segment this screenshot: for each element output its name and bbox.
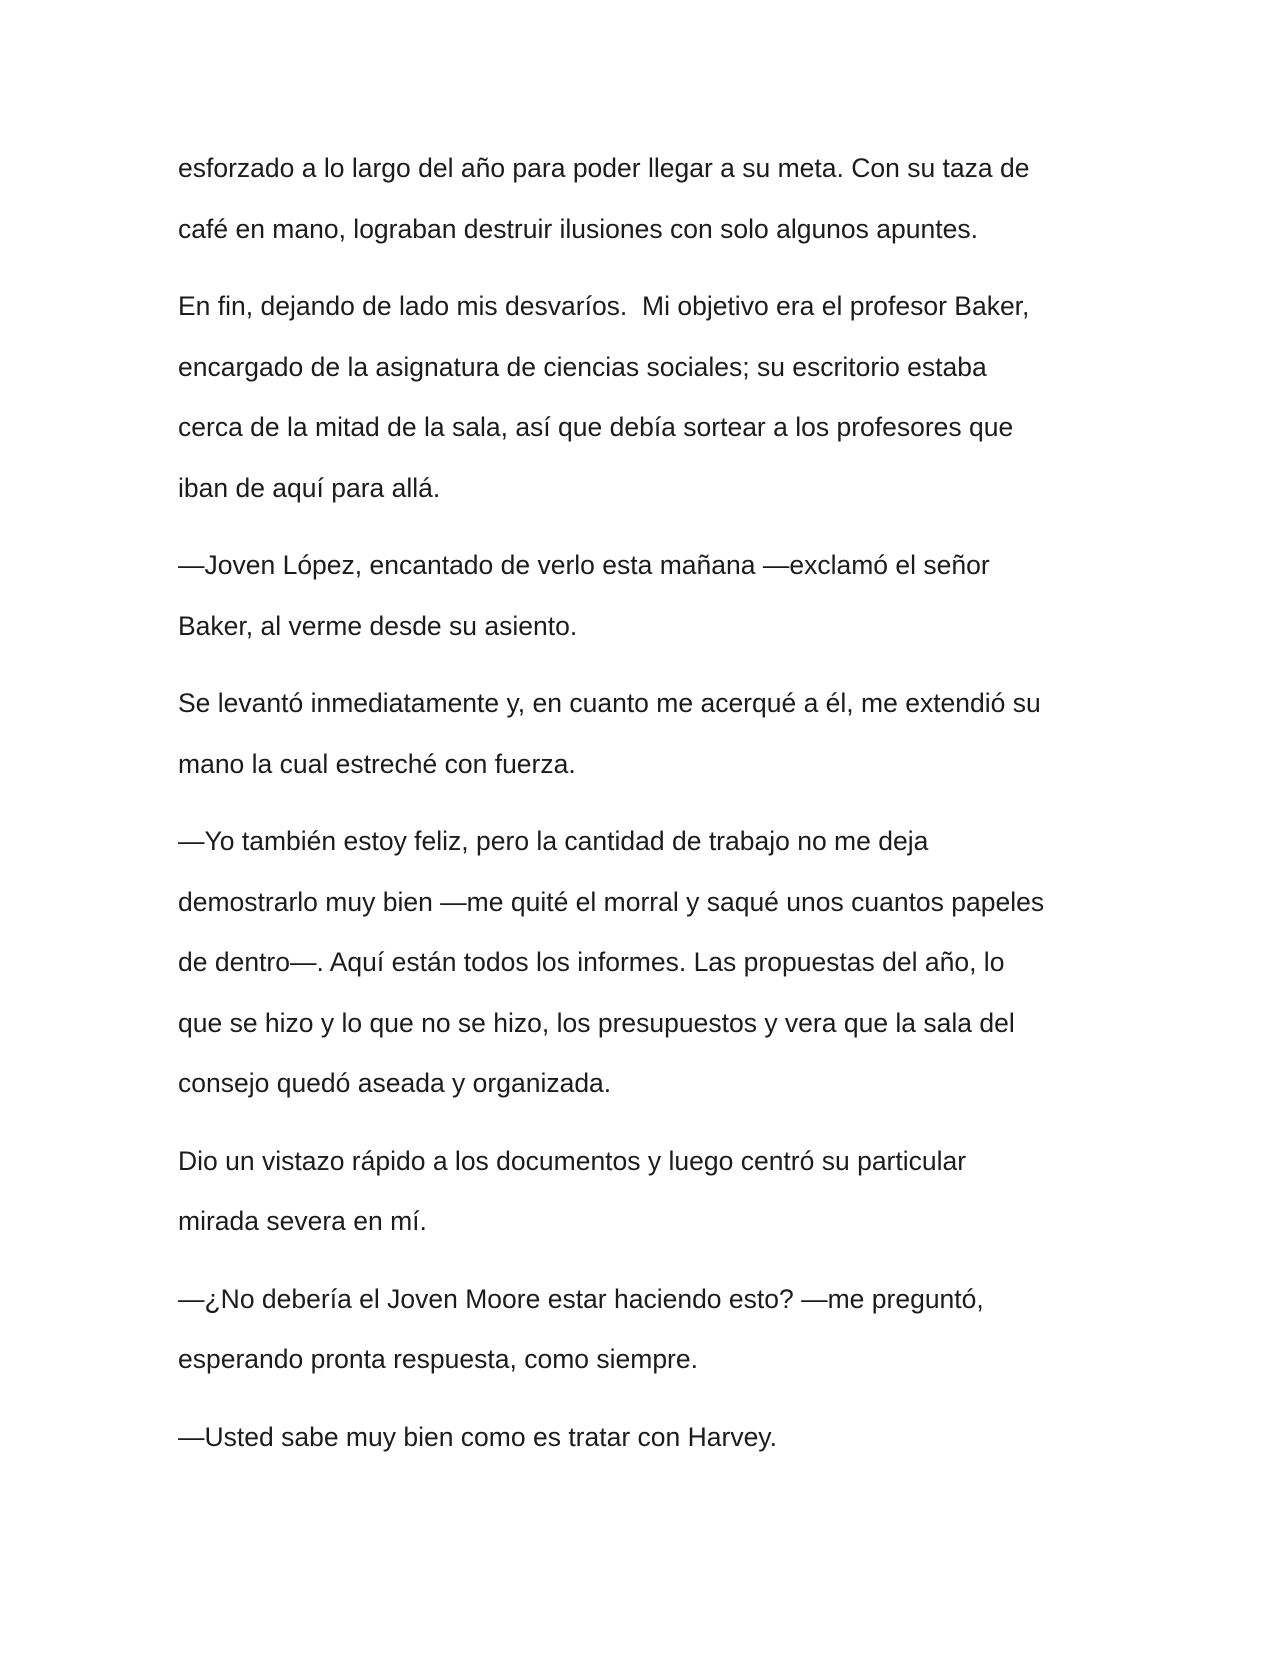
text-line: demostrarlo muy bien —me quité el morral y saqué unos cuantos papeles bbox=[178, 886, 1045, 917]
paragraph bbox=[178, 138, 1118, 259]
text-line: —Joven López, encantado de verlo esta mañana —exclamó el señor bbox=[178, 550, 990, 580]
text-line: Dio un vistazo rápido a los documentos y luego centró su particular bbox=[178, 1145, 967, 1176]
text-line: cerca de la mitad de la sala, así que debía sortear a los profesores que bbox=[178, 412, 1014, 442]
paragraph bbox=[178, 276, 1118, 518]
text-line: café en mano, lograban destruir ilusiones con solo algunos apuntes. bbox=[178, 213, 978, 244]
text-line: Se levantó inmediatamente y, en cuanto me acerqué a él, me extendió su bbox=[178, 688, 1041, 718]
paragraph bbox=[178, 811, 1118, 1114]
text-line: Baker, al verme desde su asiento. bbox=[178, 610, 578, 641]
text-line: mano la cual estreché con fuerza. bbox=[178, 748, 576, 779]
text-line: esperando pronta respuesta, como siempre. bbox=[178, 1344, 698, 1374]
paragraph bbox=[178, 535, 1118, 656]
paragraph bbox=[178, 673, 1118, 794]
text-line: encargado de la asignatura de ciencias sociales; su escritorio estaba bbox=[178, 351, 987, 382]
text-line: consejo quedó aseada y organizada. bbox=[178, 1068, 612, 1098]
text-line: —¿No debería el Joven Moore estar haciendo esto? —me preguntó, bbox=[178, 1283, 984, 1314]
text-line: —Usted sabe muy bien como es tratar con Harvey. bbox=[178, 1421, 777, 1452]
document-body bbox=[178, 138, 1118, 1484]
text-line: —Yo también estoy feliz, pero la cantidad de trabajo no me deja bbox=[178, 826, 929, 856]
paragraph bbox=[178, 1269, 1118, 1390]
paragraph bbox=[178, 1407, 1118, 1468]
text-line: que se hizo y lo que no se hizo, los presupuestos y vera que la sala del bbox=[178, 1007, 1015, 1038]
text-line: iban de aquí para allá. bbox=[178, 472, 441, 503]
text-line: mirada severa en mí. bbox=[178, 1206, 427, 1236]
text-line: En fin, dejando de lado mis desvaríos. Mi objetivo era el profesor Baker, bbox=[178, 291, 1030, 321]
text-line: esforzado a lo largo del año para poder llegar a su meta. Con su taza de bbox=[178, 153, 1030, 183]
text-line: de dentro—. Aquí están todos los informes. Las propuestas del año, lo bbox=[178, 947, 1005, 977]
paragraph bbox=[178, 1131, 1118, 1252]
